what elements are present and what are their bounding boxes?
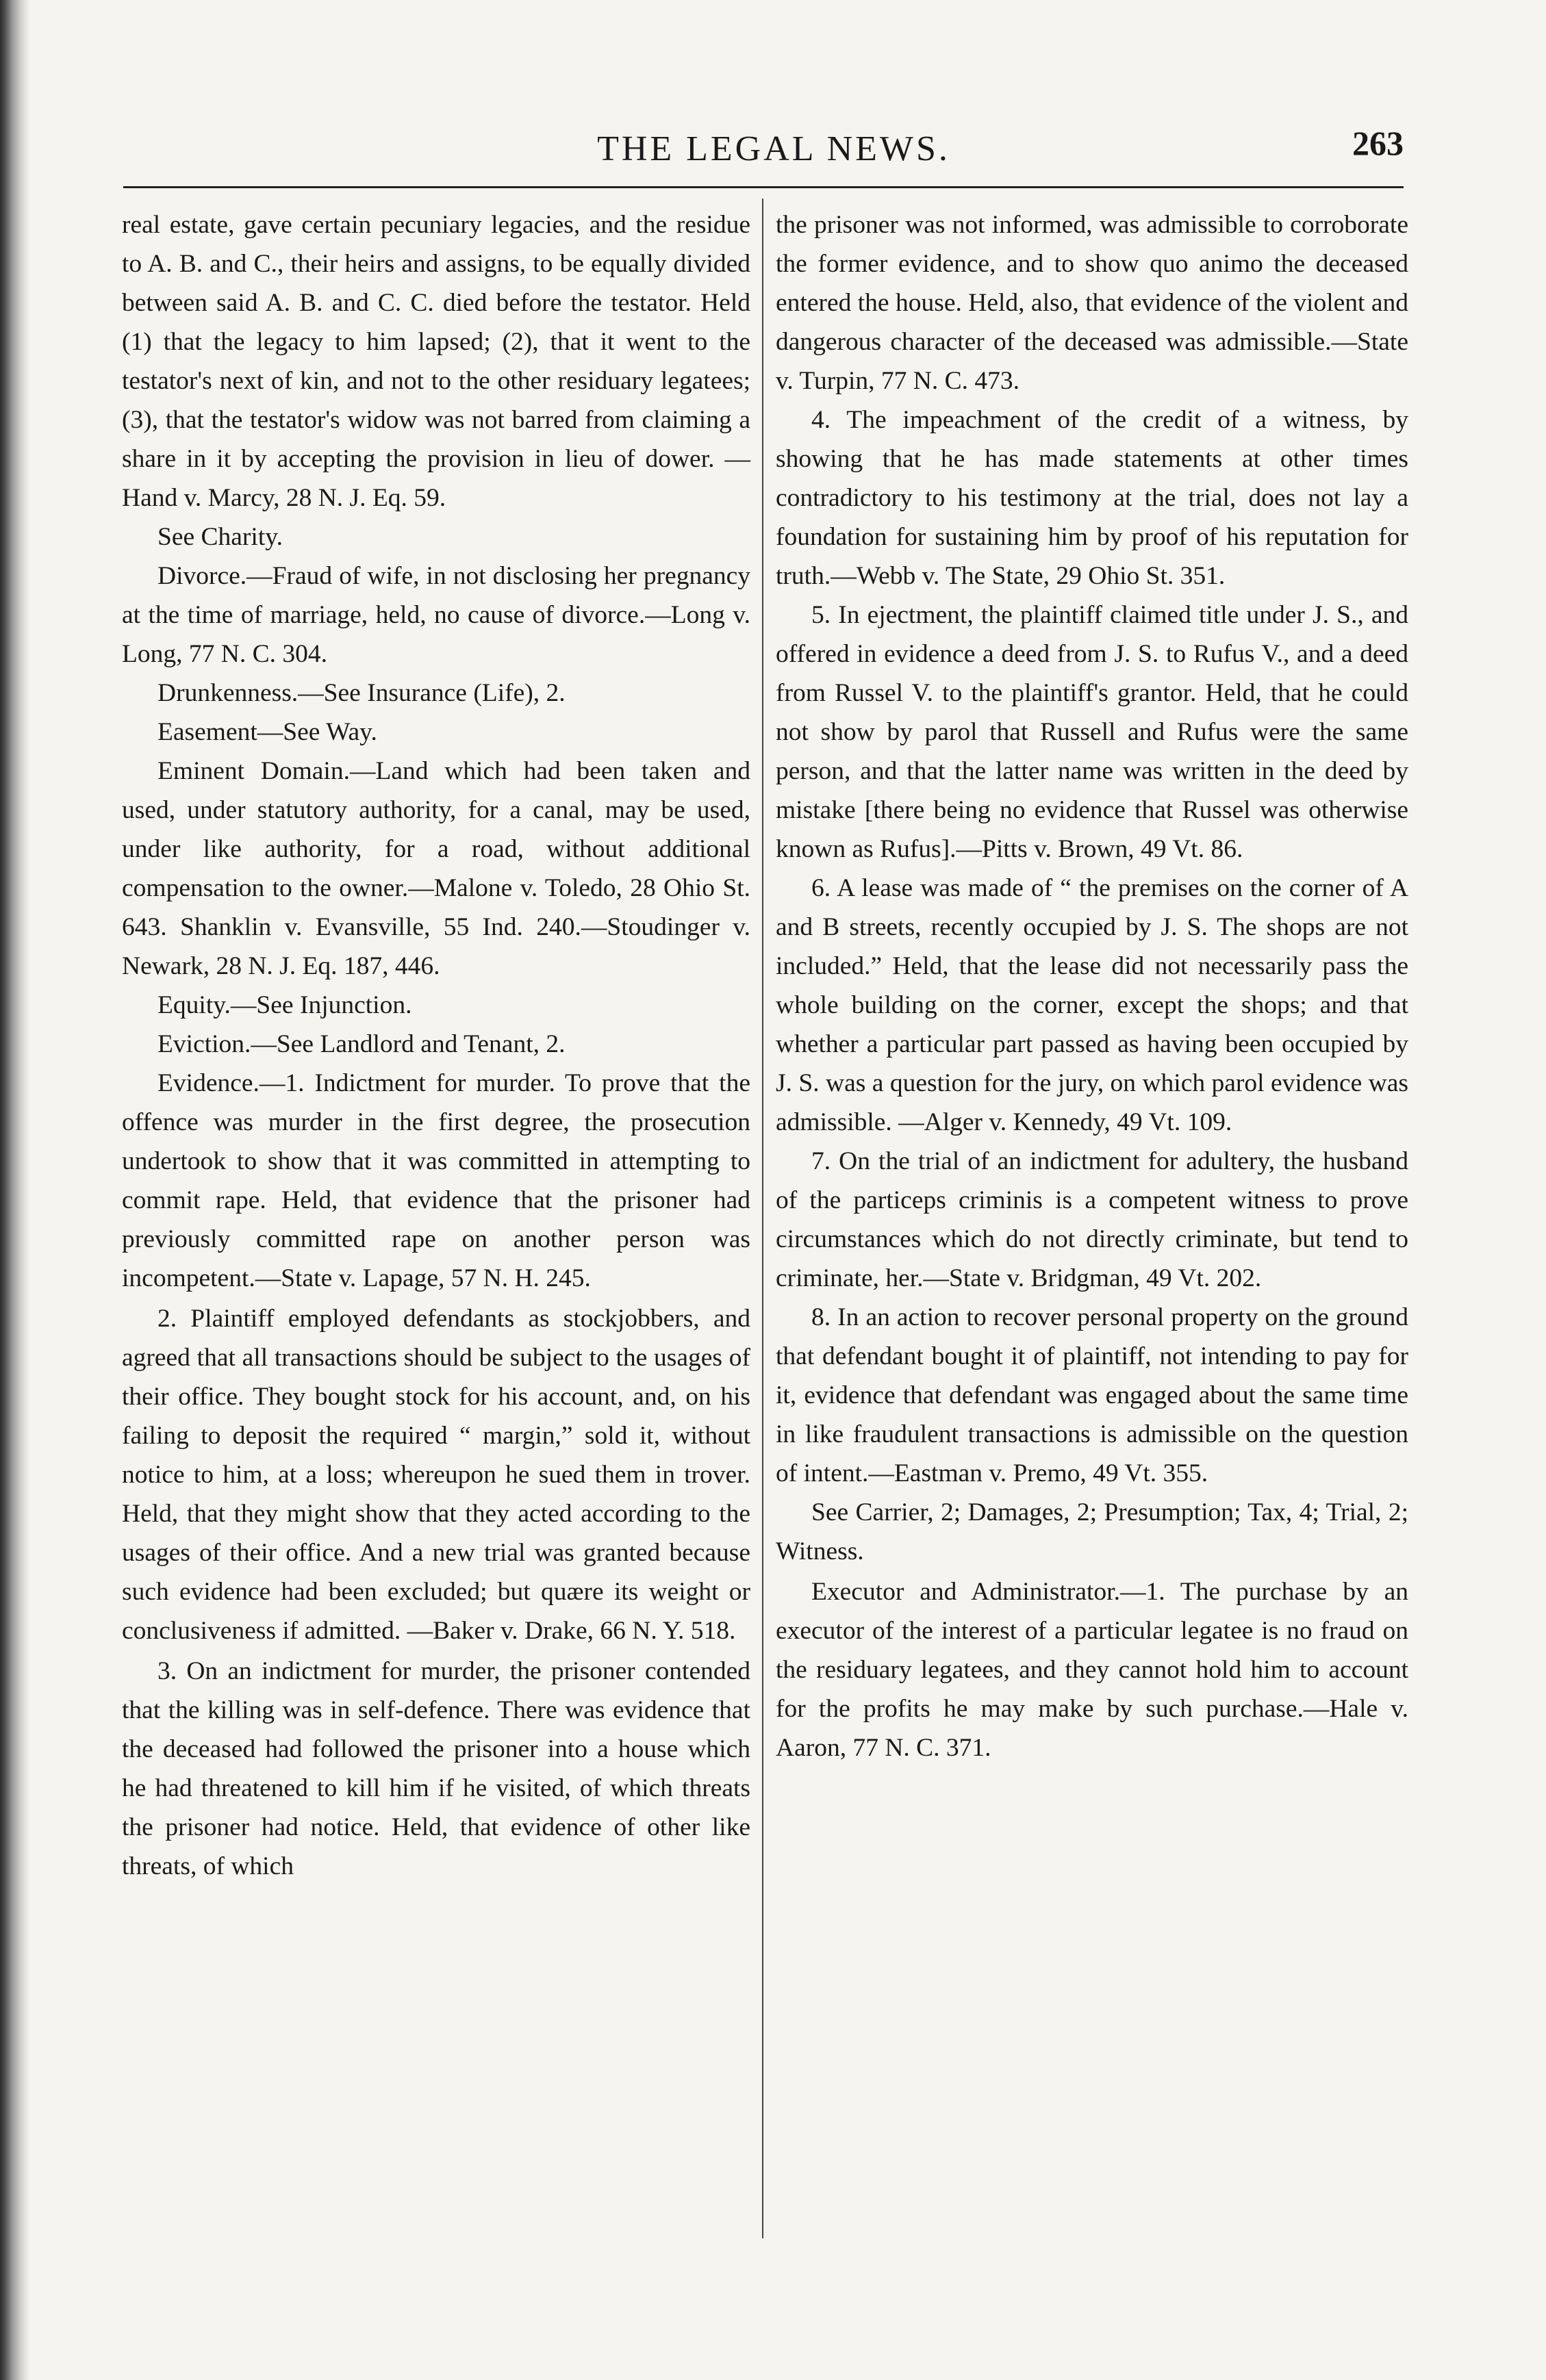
paragraph: real estate, gave certain pecuniary legacies, and the residue to A. B. and C., their heirs and assigns, to be equally divided between said A. B. and C. C. died before the testator. Held (1) that the legacy to him lapsed; (2), that it went to the testator's next of kin, and not to the other residuary legatees; (3), that the testator's widow was not barred from claiming a share in it by accepting the provision in lieu of dower. —Hand v. Marcy, 28 N. J. Eq. 59. bbox=[122, 211, 750, 512]
paragraph: the prisoner was not informed, was admissible to corroborate the former evidence, and to show quo animo the deceased entered the house. Held, also, that evidence of the violent and dangerous character of the deceased was admissible.—State v. Turpin, 77 N. C. 473. bbox=[776, 211, 1408, 395]
paragraph: 5. In ejectment, the plaintiff claimed title under J. S., and offered in evidence a deed from J. S. to Rufus V., and a deed from Russel V. to the plaintiff's grantor. Held, that he could not show by parol that Russell and Rufus were the same person, and that the latter name was written in the deed by mistake [there being no evidence that Russel was otherwise known as Rufus].—Pitts v. Brown, 49 Vt. 86. bbox=[776, 601, 1408, 863]
running-title: THE LEGAL NEWS. bbox=[597, 129, 950, 168]
page-header bbox=[123, 103, 1424, 178]
paragraph: 8. In an action to recover personal property on the ground that defendant bought it of plaintiff, not intending to pay for it, evidence that defendant was engaged about the same time in like fraudulent transactions is admissible on the question of intent.—Eastman v. Premo, 49 Vt. 355. bbox=[776, 1303, 1408, 1487]
paragraph: See Charity. bbox=[157, 523, 283, 551]
paragraph: 4. The impeachment of the credit of a witness, by showing that he has made statements at other times contradictory to his testimony at the trial, does not lay a foundation for sustaining him by proof of his reputation for truth.—Webb v. The State, 29 Ohio St. 351. bbox=[776, 406, 1408, 590]
paragraph: Divorce.—Fraud of wife, in not disclosing her pregnancy at the time of marriage, held, no cause of divorce.—Long v. Long, 77 N. C. 304. bbox=[122, 562, 750, 668]
page-number: 263 bbox=[1352, 124, 1404, 162]
paragraph: 2. Plaintiff employed defendants as stockjobbers, and agreed that all transactions should be subject to the usages of their office. They bought stock for his account, and, on his failing to deposit the required “ margin,” sold it, without notice to him, at a loss; whereupon he sued them in trover. Held, that they might show that they acted according to the usages of their office. And a new trial was granted because such evidence had been excluded; but quære its weight or conclusiveness if admitted. —Baker v. Drake, 66 N. Y. 518. bbox=[122, 1305, 750, 1645]
paragraph: 6. A lease was made of “ the premises on the corner of A and B streets, recently occupied by J. S. The shops are not included.” Held, that the lease did not necessarily pass the whole building on the corner, except the shops; and that whether a particular part passed as having been occupied by J. S. was a question for the jury, on which parol evidence was admissible. —Alger v. Kennedy, 49 Vt. 109. bbox=[776, 874, 1408, 1136]
paragraph: Easement—See Way. bbox=[157, 718, 377, 746]
paragraph: 7. On the trial of an indictment for adultery, the husband of the particeps criminis is a competent witness to prove circumstances which do not directly criminate, but tend to criminate, her.—State v. Bridgman, 49 Vt. 202. bbox=[776, 1147, 1408, 1292]
left-column bbox=[122, 205, 750, 1886]
paragraph: Eviction.—See Landlord and Tenant, 2. bbox=[157, 1030, 566, 1058]
paragraph: Eminent Domain.—Land which had been taken and used, under statutory authority, for a canal, may be used, under like authority, for a road, without additional compensation to the owner.—Malone v. Toledo, 28 Ohio St. 643. Shanklin v. Evansville, 55 Ind. 240.—Stoudinger v. Newark, 28 N. J. Eq. 187, 446. bbox=[122, 757, 750, 980]
paragraph: Drunkenness.—See Insurance (Life), 2. bbox=[157, 679, 566, 707]
paragraph: 3. On an indictment for murder, the prisoner contended that the killing was in self-defence. There was evidence that the deceased had followed the prisoner into a house which he had threatened to kill him if he visited, of which threats the prisoner had notice. Held, that evidence of other like threats, of which bbox=[122, 1657, 750, 1880]
column-divider bbox=[762, 199, 763, 2238]
paragraph: Executor and Administrator.—1. The purchase by an executor of the interest of a particular legatee is no fraud on the residuary legatees, and they cannot hold him to account for the profits he may make by such purchase.—Hale v. Aaron, 77 N. C. 371. bbox=[776, 1578, 1408, 1762]
paragraph: Evidence.—1. Indictment for murder. To prove that the offence was murder in the first degree, the prosecution undertook to show that it was committed in attempting to commit rape. Held, that evidence that the prisoner had previously committed rape on another person was incompetent.—State v. Lapage, 57 N. H. 245. bbox=[122, 1069, 750, 1292]
right-column bbox=[776, 205, 1408, 1767]
paragraph: See Carrier, 2; Damages, 2; Presumption; Tax, 4; Trial, 2; Witness. bbox=[776, 1498, 1408, 1565]
header-rule bbox=[123, 186, 1404, 188]
page-binding-edge bbox=[0, 0, 30, 2380]
paragraph: Equity.—See Injunction. bbox=[157, 991, 412, 1019]
